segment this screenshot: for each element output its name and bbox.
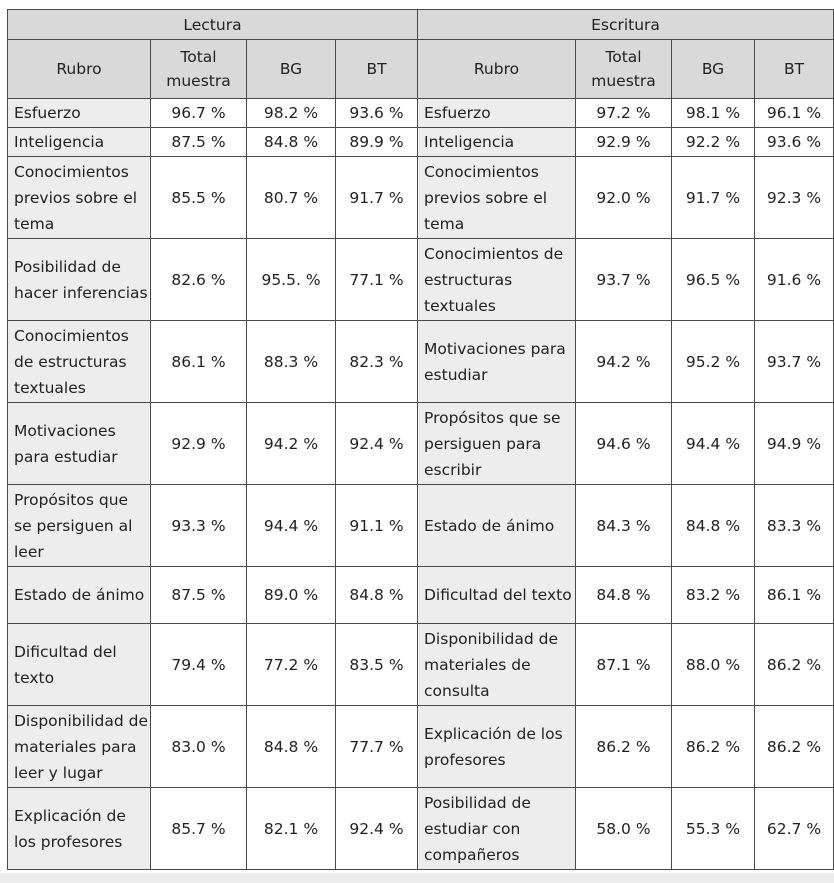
cell-total-escritura: 84.8 %: [576, 567, 672, 624]
cell-rubro-lectura: Conocimientos previos sobre el tema: [8, 157, 151, 239]
cell-bg-escritura: 88.0 %: [672, 624, 755, 706]
cell-total-escritura: 86.2 %: [576, 706, 672, 788]
cell-bg-escritura: 92.2 %: [672, 128, 755, 157]
cell-bt-escritura: 86.2 %: [755, 624, 834, 706]
cell-rubro-lectura: Estado de ánimo: [8, 567, 151, 624]
cell-rubro-lectura: Esfuerzo: [8, 99, 151, 128]
cell-rubro-escritura: Explicación de los profesores: [418, 706, 576, 788]
table-row: [8, 239, 834, 321]
cell-rubro-escritura: Propósitos que se persiguen para escribir: [418, 403, 576, 485]
section-lectura: Lectura: [8, 10, 418, 40]
cell-bt-escritura: 91.6 %: [755, 239, 834, 321]
cell-bg-escritura: 95.2 %: [672, 321, 755, 403]
cell-rubro-escritura: Motivaciones para estudiar: [418, 321, 576, 403]
cell-bt-escritura: 96.1 %: [755, 99, 834, 128]
cell-bg-lectura: 98.2 %: [247, 99, 336, 128]
cell-rubro-lectura: Propósitos que se persiguen al leer: [8, 485, 151, 567]
table-row: [8, 706, 834, 788]
cell-bg-lectura: 95.5. %: [247, 239, 336, 321]
cell-bg-escritura: 94.4 %: [672, 403, 755, 485]
col-bt-escritura: BT: [755, 40, 834, 99]
cell-rubro-escritura: Esfuerzo: [418, 99, 576, 128]
cell-bg-escritura: 98.1 %: [672, 99, 755, 128]
cell-bg-lectura: 77.2 %: [247, 624, 336, 706]
cell-total-lectura: 85.5 %: [151, 157, 247, 239]
cell-bg-escritura: 86.2 %: [672, 706, 755, 788]
cell-bt-escritura: 86.1 %: [755, 567, 834, 624]
table-row: [8, 788, 834, 870]
cell-total-lectura: 96.7 %: [151, 99, 247, 128]
cell-bg-lectura: 94.4 %: [247, 485, 336, 567]
col-rubro-escritura: Rubro: [418, 40, 576, 99]
col-rubro-lectura: Rubro: [8, 40, 151, 99]
cell-total-escritura: 97.2 %: [576, 99, 672, 128]
cell-bg-lectura: 84.8 %: [247, 706, 336, 788]
cell-total-lectura: 79.4 %: [151, 624, 247, 706]
cell-rubro-lectura: Disponibilidad de materiales para leer y lugar: [8, 706, 151, 788]
cell-rubro-escritura: Estado de ánimo: [418, 485, 576, 567]
cell-bg-lectura: 89.0 %: [247, 567, 336, 624]
cell-bt-escritura: 93.7 %: [755, 321, 834, 403]
cell-total-lectura: 92.9 %: [151, 403, 247, 485]
cell-bg-lectura: 94.2 %: [247, 403, 336, 485]
cell-bt-escritura: 92.3 %: [755, 157, 834, 239]
cell-rubro-escritura: Conocimientos de estructuras textuales: [418, 239, 576, 321]
col-bg-lectura: BG: [247, 40, 336, 99]
cell-bt-lectura: 77.1 %: [336, 239, 418, 321]
cell-bt-lectura: 92.4 %: [336, 403, 418, 485]
table-row: [8, 567, 834, 624]
col-total-lectura: Total muestra: [151, 40, 247, 99]
cell-rubro-lectura: Explicación de los profesores: [8, 788, 151, 870]
cell-total-escritura: 94.6 %: [576, 403, 672, 485]
cell-bg-escritura: 55.3 %: [672, 788, 755, 870]
column-header-row: [8, 40, 834, 99]
cell-total-escritura: 84.3 %: [576, 485, 672, 567]
cell-bg-lectura: 80.7 %: [247, 157, 336, 239]
cell-rubro-lectura: Posibilidad de hacer inferencias: [8, 239, 151, 321]
table-row: [8, 128, 834, 157]
cell-total-lectura: 82.6 %: [151, 239, 247, 321]
cell-bt-lectura: 84.8 %: [336, 567, 418, 624]
cell-bt-lectura: 92.4 %: [336, 788, 418, 870]
col-bg-escritura: BG: [672, 40, 755, 99]
cell-bt-lectura: 93.6 %: [336, 99, 418, 128]
cell-total-lectura: 85.7 %: [151, 788, 247, 870]
cell-rubro-escritura: Inteligencia: [418, 128, 576, 157]
cell-total-lectura: 86.1 %: [151, 321, 247, 403]
cell-rubro-escritura: Disponibilidad de materiales de consulta: [418, 624, 576, 706]
cell-bt-lectura: 91.7 %: [336, 157, 418, 239]
section-header-row: [8, 10, 834, 40]
cell-bg-escritura: 96.5 %: [672, 239, 755, 321]
cell-bg-lectura: 82.1 %: [247, 788, 336, 870]
cell-bt-escritura: 93.6 %: [755, 128, 834, 157]
col-bt-lectura: BT: [336, 40, 418, 99]
cell-bt-escritura: 94.9 %: [755, 403, 834, 485]
col-total-escritura: Total muestra: [576, 40, 672, 99]
cell-bg-lectura: 88.3 %: [247, 321, 336, 403]
cell-rubro-lectura: Conocimientos de estructuras textuales: [8, 321, 151, 403]
cell-rubro-lectura: Inteligencia: [8, 128, 151, 157]
cell-total-escritura: 92.9 %: [576, 128, 672, 157]
results-table: [7, 9, 834, 870]
cell-bg-escritura: 84.8 %: [672, 485, 755, 567]
cell-bg-lectura: 84.8 %: [247, 128, 336, 157]
cell-total-lectura: 83.0 %: [151, 706, 247, 788]
table-row: [8, 624, 834, 706]
cell-rubro-escritura: Posibilidad de estudiar con compañeros: [418, 788, 576, 870]
cell-total-lectura: 87.5 %: [151, 567, 247, 624]
cell-total-escritura: 94.2 %: [576, 321, 672, 403]
cell-bt-lectura: 77.7 %: [336, 706, 418, 788]
cell-total-escritura: 58.0 %: [576, 788, 672, 870]
cell-bt-lectura: 91.1 %: [336, 485, 418, 567]
cell-bt-lectura: 83.5 %: [336, 624, 418, 706]
cell-rubro-escritura: Dificultad del texto: [418, 567, 576, 624]
cell-total-escritura: 87.1 %: [576, 624, 672, 706]
cell-rubro-lectura: Dificultad del texto: [8, 624, 151, 706]
table-row: [8, 403, 834, 485]
cell-bt-lectura: 82.3 %: [336, 321, 418, 403]
cell-total-escritura: 93.7 %: [576, 239, 672, 321]
cell-total-escritura: 92.0 %: [576, 157, 672, 239]
cell-total-lectura: 87.5 %: [151, 128, 247, 157]
table-row: [8, 157, 834, 239]
cell-bt-escritura: 62.7 %: [755, 788, 834, 870]
cell-rubro-lectura: Motivaciones para estudiar: [8, 403, 151, 485]
table-body: [8, 99, 834, 870]
cell-bg-escritura: 83.2 %: [672, 567, 755, 624]
cell-total-lectura: 93.3 %: [151, 485, 247, 567]
table-row: [8, 321, 834, 403]
cell-bt-escritura: 86.2 %: [755, 706, 834, 788]
cell-bt-lectura: 89.9 %: [336, 128, 418, 157]
table-row: [8, 485, 834, 567]
cell-bg-escritura: 91.7 %: [672, 157, 755, 239]
table-row: [8, 99, 834, 128]
cell-bt-escritura: 83.3 %: [755, 485, 834, 567]
bottom-divider: [0, 873, 834, 883]
section-escritura: Escritura: [418, 10, 834, 40]
cell-rubro-escritura: Conocimientos previos sobre el tema: [418, 157, 576, 239]
